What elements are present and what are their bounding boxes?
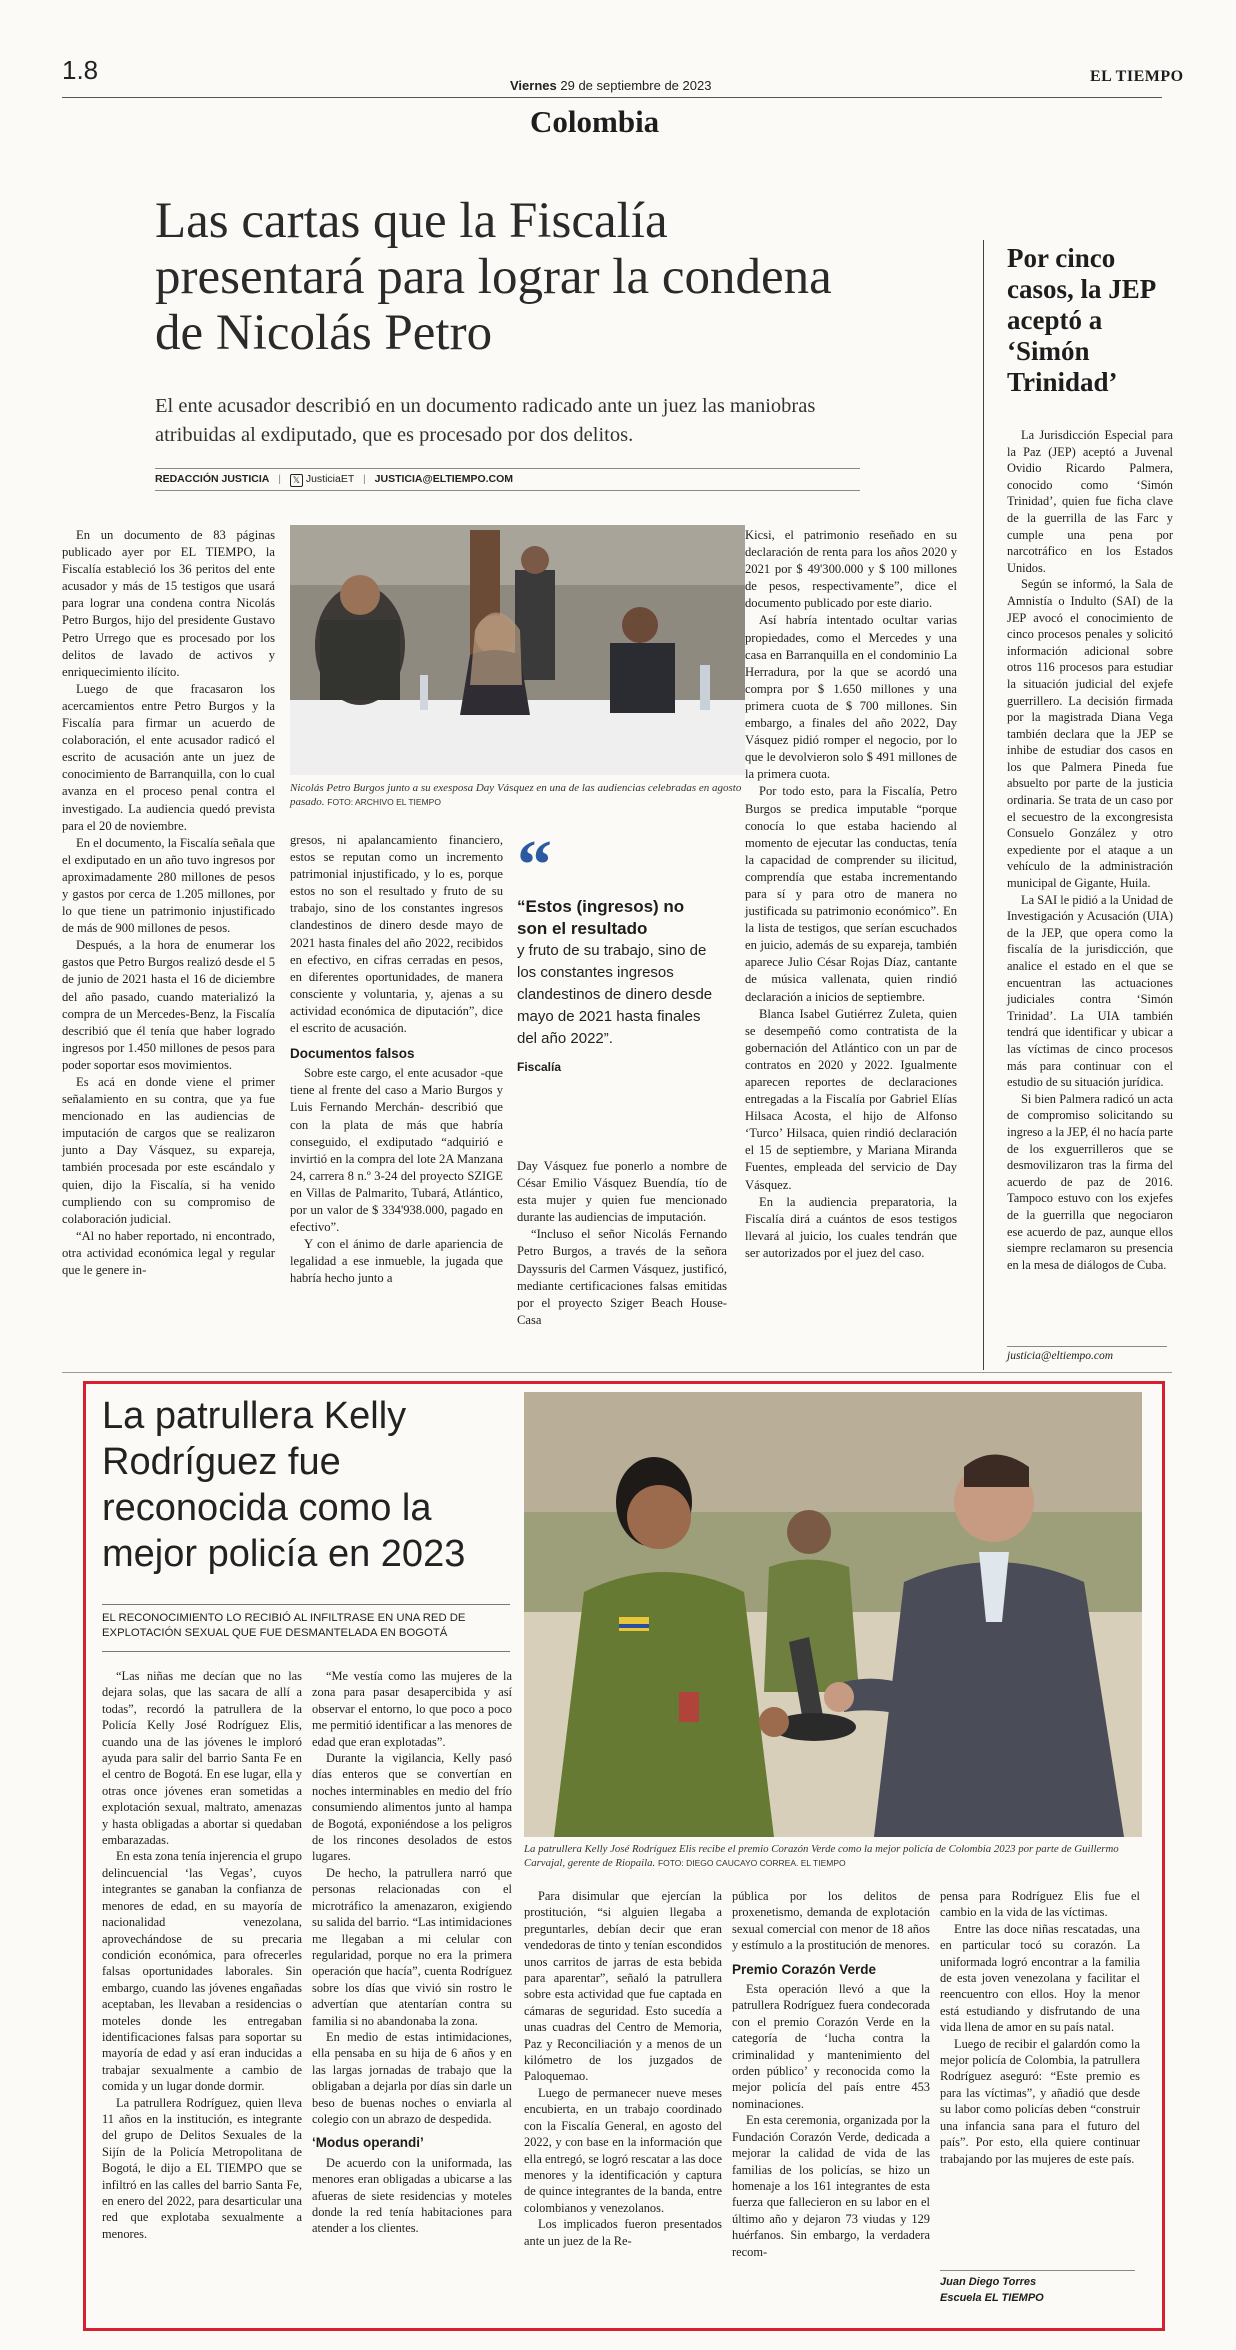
main-col1-p1: En un documento de 83 páginas publicado ayer por EL TIEMPO, la Fiscalía estableció los 36 peritos del ente acusador y más de 15 testigos que usará para lograr una condena contra Nicolás Petro Burgos, hijo del presidente Gustavo Petro Urrego que es procesado por los delitos de lavado de activos y enriquecimiento ilícito. <box>62 528 275 679</box>
second-kicker: EL RECONOCIMIENTO LO RECIBIÓ AL INFILTRASE EN UNA RED DE EXPLOTACIÓN SEXUAL QUE FUE DESMANTELADA EN BOGOTÁ <box>102 1612 466 1639</box>
main-col2-p1: gresos, ni apalancamiento financiero, estos se reputan como un incremento patrimonial injustificado, y lo es, porque estos no son el resultado y fruto de su trabajo, sino de los constantes ingresos clandestinos de dinero desde mayo de 2021 hasta finales del año 2022, recibidos en efectivo, en cifras cerradas en pesos, en diferentes oportunidades, de manera consciente y voluntaria, y, ajenas a su actividad económica de diputación”, dice el escrito de acusación. <box>290 833 503 1036</box>
author-rule <box>940 2270 1135 2271</box>
issue-date <box>510 78 711 93</box>
section-separator <box>62 1372 1172 1373</box>
second-col2-p3: De hecho, la patrullera narró que personas relacionadas con el microtráfico la amenazaron, exigiendo su salida del barrio. “Las intimidaciones me llegaban a mi celular con regularidad, porque no era la primera operación que hacía”, cuenta Rodríguez sobre los días que vivió sin rostro le advertían que atentarían contra su familia si no abandonaba la zona. <box>312 1865 512 2028</box>
main-headline: Las cartas que la Fiscalía presentará para lograr la condena de Nicolás Petro <box>155 193 832 361</box>
second-col2-p2: Durante la vigilancia, Kelly pasó días enteros que se convertían en noches interminables en medio del frío consumiendo alimentos junto al hampa de Bogotá, exponiéndose a los peligros de los rincones desolados de estos lugares. <box>312 1751 512 1864</box>
main-col3-p2: “Incluso el señor Nicolás Fernando Petro Burgos, a través de la señora Dayssuris del Carmen Vásquez, justificó, mediante certificaciones falsas emitidas por el proyecto Szigет Beach House-Casa <box>517 1227 727 1327</box>
main-col1-p6: “Al no haber reportado, ni encontrado, otra actividad económica legal y regular que le genere in- <box>62 1228 275 1278</box>
section-title: Colombia <box>530 104 660 139</box>
date-day: Viernes <box>510 78 557 93</box>
second-article-col-3 <box>524 1888 722 2249</box>
side-p1: La Jurisdicción Especial para la Paz (JEP) aceptó a Juvenal Ovidio Ricardo Palmera, conocido como ‘Simón Trinidad’, quien fue ficha clave de la guerrilla de las Farc y cumple una pena por narcotráfico en los Estados Unidos. <box>1007 428 1173 575</box>
courtroom-photo-illustration <box>290 525 745 775</box>
side-p4: Si bien Palmera radicó un acta de compromiso solicitando su ingreso a la JEP, él no hacía parte de los exguerrilleros que se desmovilizaron tras la firma del acuerdo de paz de 2016. Tampoco estuvo con los exjefes de la guerrilla que negociaron ese acuerdo de paz, aunque ellos siempre reclamaron su presencia en la mesa de diálogos de Cuba. <box>1007 1091 1173 1272</box>
page-number: 1.8 <box>62 55 99 85</box>
main-col2-p3: Y con el ánimo de darle apariencia de legalidad a ese inmueble, la jugada que habría hecho junto a <box>290 1237 503 1286</box>
main-photo-credit: FOTO: ARCHIVO EL TIEMPO <box>327 797 441 807</box>
main-lead: El ente acusador describió en un documento radicado ante un juez las maniobras atribuidas al exdiputado, que es procesado por dos delitos. <box>155 395 816 446</box>
second-col4-p3: En esta ceremonia, organizada por la Fundación Corazón Verde, dedicada a mejorar la calidad de vida de las familias de los policías, se hizo un homenaje a los 161 integrantes de esta fuerza que fallecieron en su labor en el último año y dejaron 73 viudas y 129 huérfanos. Sin embargo, la verdadera recom- <box>732 2113 930 2259</box>
side-article-body <box>1007 427 1173 1273</box>
second-col4-p1: pública por los delitos de proxenetismo, demanda de explotación sexual comercial con menor de 18 años y estímulo a la prostitución de menores. <box>732 1889 930 1953</box>
second-subhead-modus: ‘Modus operandi’ <box>312 2135 424 2151</box>
main-col1-p4: Después, a la hora de enumerar los gastos que Petro Burgos realizó desde el 5 de junio de 2021 hasta el 16 de diciembre del año pasado, cuando materializó la compra de un Mercedes-Benz, la Fiscalía describió que él tenía que haber logrado ingresos por 1.450 millones de pesos para poder soportar esos movimientos. <box>62 938 275 1072</box>
second-author-org: Escuela EL TIEMPO <box>940 2292 1044 2304</box>
award-photo-caption-text: La patrullera Kelly José Rodríguez Elis recibe el premio Corazón Verde como la mejor policía de Colombia 2023 por parte de Guillermo Carvajal, gerente de Riopaila. <box>524 1843 1119 1869</box>
main-article-col-3 <box>517 1158 727 1329</box>
second-col3-p3: Los implicados fueron presentados ante un juez de la Re- <box>524 2217 722 2248</box>
award-photo-caption <box>524 1842 1144 1870</box>
second-col1-p2: En esta zona tenía injerencia el grupo delincuencial ‘las Vegas’, cuyos integrantes se ganaban la confianza de menores de edad, en su mayoría de nacionalidad venezolana, aprovechándose de su precaria condición económica, para ofrecerles falsas oportunidades laborales. Sin embargo, cuando las jóvenes engañadas aceptaban, les llevaban a residencias o moteles donde les entregaban identificaciones falsas para soportar su mayoría de edad y así eran inducidas a trabajar sexualmente a cambio de comida y un lugar donde dormir. <box>102 1849 302 2094</box>
main-col4-p5: En la audiencia preparatoria, la Fiscalía dirá a cuántos de esos testigos llevará al juicio, los cuales tendrán que ser autorizados por el juez del caso. <box>745 1194 957 1260</box>
main-col2-p2: Sobre este cargo, el ente acusador -que tiene al frente del caso a Mario Burgos y Luis Fernando Merchán- describió que con la plata de más que habría conseguido, el exdiputado “adquirió e invirtió en la compra del lote 2A Manzana 24, carrera 8 n.º 3-24 del proyecto SZIGE en Villas de Palmarito, Tubará, Atlántico, por un valor de $ 334'938.000, pagado en efectivo”. <box>290 1066 503 1235</box>
side-p2: Según se informó, la Sala de Amnistía o Indulto (SAI) de la JEP avocó el conocimiento de cinco procesos penales y solicitó información adicional sobre otros 116 procesos para estudiar la situación judicial del exjefe guerrillero. La decisión firmada por la magistrada Diana Vega también declara que la JEP se inhibe de estudiar dos casos en los que Palmera Pineda fue absuelto por parte de la justicia ordinaria. Se trata de un caso por el secuestro de la excongresista Consuelo González y otro expediente por el ataque a un vehículo de la administración municipal de Gigante, Huila. <box>1007 577 1173 891</box>
kicker-rule-top <box>102 1604 510 1605</box>
quote-lead: “Estos (ingresos) no son el resultado <box>517 897 685 938</box>
second-col1-p1: “Las niñas me decían que no las dejara solas, que las sacara de allí a todas”, recordó la patrullera de la Policía Kelly José Rodríguez Elis, cuando una de las jóvenes le imploró ayuda para salir del barrio Santa Fe en el centro de Bogotá. En ese lugar, ella y otras once jóvenes eran sometidas a explotación sexual, maltrato, amenazas y hasta obligadas a abortar si quedaban embarazadas. <box>102 1669 302 1848</box>
side-column-rule <box>983 240 984 1370</box>
main-col4-p1: Kicsi, el patrimonio reseñado en su declaración de renta para los años 2020 y 2021 por $ 49'300.000 y $ 100 millones de pesos, respectivamente”, dice el documento publicado por este diario. <box>745 528 957 611</box>
main-col4-p3: Por todo esto, para la Fiscalía, Petro Burgos se predica imputable “porque conocía lo que estaba haciendo al momento de ejecutar las conductas, tenía la capacidad de comprender su ilicitud, comprendía que estaba incrementando para sí y para otro de manera no justificada su patrimonio económico”. En la lista de testigos, que serían escuchados en juicio, además de su expareja, también aparece Julio César Rojas Díaz, cantante de música vallenata, quien rindió declaración a inicios de septiembre. <box>745 784 957 1004</box>
main-col1-p3: En el documento, la Fiscalía señala que el exdiputado en un año tuvo ingresos por aproximadamente 280 millones de pesos y gastos por cerca de 1.205 millones, por lo que tiene un patrimonio injustificado de más de 900 millones de pesos. <box>62 835 275 936</box>
main-photo-caption <box>290 781 760 809</box>
main-col1-p5: Es acá en donde viene el primer señalamiento en su contra, que ya fue mencionado en las audiencias de imputación de cargos que se realizaron junto a Day Vásquez, su expareja, también procesada por este escándalo y quien, dijo la Fiscalía, si ha venido cumpliendo con su compromiso de colaboración judicial. <box>62 1075 275 1226</box>
main-col4-p2: Así habría intentado ocultar varias propiedades, como el Mercedes y una casa en Barranquilla en el condominio La Herradura, por la que se acordó una compra por $ 1.650 millones y una primera cuota de $ 700 millones. Sin embargo, a finales del año 2022, Day Vásquez pidió romper el negocio, por lo que le devolvieron solo $ 491 millones de la primera cuota. <box>745 613 957 782</box>
main-photo <box>290 525 745 775</box>
second-col3-p2: Luego de permanecer nueve meses encubierta, en un trabajo coordinado con la Fiscalía General, en agosto del 2022, y con base en la información que ella entregó, se logró rescatar a las doce menores y la identificación y captura de quince integrantes de la banda, entre colombianos y venezolanos. <box>524 2085 722 2215</box>
second-col2-p1: “Me vestía como las mujeres de la zona para pasar desapercibida y así observar el entorno, lo que poco a poco me permitió identificar a las menores de edad que eran explotadas”. <box>312 1669 512 1749</box>
pull-quote <box>517 827 717 1074</box>
award-photo <box>524 1392 1142 1837</box>
byline-author: REDACCIÓN JUSTICIA <box>155 473 270 485</box>
second-col2-p4: En medio de estas intimidaciones, ella pensaba en su hija de 6 años y en las largas jornadas de trabajo que la obligaban a dejarla por días sin darle un beso de buenas noches o enviarla al colegio con un abrazo de despedida. <box>312 2029 512 2126</box>
second-col2-p5: De acuerdo con la uniformada, las menores eran obligadas a ubicarse a las afueras de siete residencias y moteles donde la red tenía habitaciones para atender a los clientes. <box>312 2155 512 2236</box>
main-article-col-2 <box>290 832 503 1287</box>
byline-rule-top <box>155 468 860 469</box>
award-photo-credit: FOTO: DIEGO CAUCAYO CORREA. EL TIEMPO <box>657 1858 846 1868</box>
x-icon: 𝕏 <box>290 474 303 487</box>
second-col1-p3: La patrullera Rodríguez, quien lleva 11 años en la institución, es integrante del grupo de Delitos Sexuales de la Sijín de la Policía Metropolitana de Bogotá, le dijo a EL TIEMPO que se infiltró en las calles del barrio Santa Fe, en enero del 2022, para desarticular una red que explotaba sexualmente a menores. <box>102 2095 302 2241</box>
side-p3: La SAI le pidió a la Unidad de Investigación y Acusación (UIA) de la JEP, que opera como la fiscalía de la jurisdicción, que analice el estado en el que se encuentran las actuaciones judiciales contra ‘Simón Trinidad’. La UIA también tendrá que identificar y ubicar a las víctimas de cinco procesos más para continuar con el estudio de su situación jurídica. <box>1007 892 1173 1090</box>
main-photo-caption-text: Nicolás Petro Burgos junto a su exesposa Day Vásquez en una de las audiencias celebradas en agosto pasado. <box>290 782 742 808</box>
side-email-rule <box>1007 1346 1167 1347</box>
award-ceremony-illustration <box>524 1392 1142 1837</box>
header-rule <box>62 97 1162 98</box>
kicker-rule-bottom <box>102 1651 510 1652</box>
side-headline: Por cinco casos, la JEP aceptó a ‘Simón Trinidad’ <box>1007 243 1155 397</box>
main-article-col-1 <box>62 527 275 1279</box>
second-article-col-1 <box>102 1668 302 2242</box>
main-col1-p2: Luego de que fracasaron los acercamientos entre Petro Burgos y la Fiscalía para firmar un acuerdo de colaboración, el ente acusador radicó el escrito de acusación ante un juez de conocimiento de Barranquilla, con lo cual avanza en el proceso penal contra el investigado. La audiencia quedó prevista para el 20 de noviembre. <box>62 681 275 833</box>
second-article-col-2 <box>312 1668 512 2237</box>
second-col3-p1: Para disimular que ejercían la prostitución, “si alguien llegaba a preguntarles, debían decir que eran vendedoras de tinto y tenían escondidos unos carritos de jarras de esta bebida para aparentar”, señaló la patrullera sobre esta actividad que fue captada en cámaras de seguridad. Esto sucedía a unas cuadras del Centro de Memoria, Paz y Reconciliación y a menos de un kilómetro de los juzgados de Paloquemao. <box>524 1889 722 2084</box>
byline-rule-bottom <box>155 490 860 491</box>
byline: REDACCIÓN JUSTICIA | 𝕏 JusticiaET | JUSTICIA@ELTIEMPO.COM <box>155 473 514 485</box>
quote-mark-icon: “ <box>517 827 552 904</box>
byline-social[interactable]: JusticiaET <box>305 473 355 485</box>
second-article-col-5 <box>940 1888 1140 2167</box>
byline-email[interactable]: JUSTICIA@ELTIEMPO.COM <box>374 473 514 485</box>
second-subhead-premio: Premio Corazón Verde <box>732 1961 877 1977</box>
main-article-col-4 <box>745 527 957 1262</box>
newspaper-name: EL TIEMPO <box>1090 68 1184 85</box>
main-col4-p4: Blanca Isabel Gutiérrez Zuleta, quien se desempeñó como contratista de la gobernación del Atlántico con un par de contratos en 2020 y 2022. Igualmente aparecen reportes de declaraciones entregadas a la Fiscalía por Gabriel Elías Hilsaca Acosta, el hijo de Alfonso ‘Turco’ Hilsaca, quien rindió declaración el 15 de septiembre, y Mariana Miranda Fuentes, empleada del servicio de Day Vásquez. <box>745 1006 957 1192</box>
main-subhead-documentos: Documentos falsos <box>290 1046 415 1062</box>
main-col3-p1: Day Vásquez fue ponerlo a nombre de César Emilio Vásquez Buendía, tío de esta mujer y quien fue mencionado durante las audiencias de imputación. <box>517 1159 727 1225</box>
side-email[interactable]: justicia@eltiempo.com <box>1007 1350 1114 1362</box>
quote-source: Fiscalía <box>517 1060 562 1074</box>
quote-rest: y fruto de su trabajo, sino de los constantes ingresos clandestinos de dinero desde mayo de 2021 hasta finales del año 2022”. <box>517 942 713 1047</box>
second-col5-p3: Luego de recibir el galardón como la mejor policía de Colombia, la patrullera Rodríguez aseguró: “Este premio es para las víctimas”, y añadió que desde su labor como policías deben “construir una infancia sana para el futuro del país”. Por esto, ella quiere continuar trabajando por las mujeres de este país. <box>940 2036 1140 2166</box>
second-headline: La patrullera Kelly Rodríguez fue reconocida como la mejor policía en 2023 <box>102 1395 466 1575</box>
second-col5-p2: Entre las doce niñas rescatadas, una en particular tocó su corazón. La uniformada logró encontrar a la familia de esta joven venezolana y facilitar el reencuentro con ellos. Hoy la menor está estudiando y disfrutando de una vida llena de amor en su país natal. <box>940 1921 1140 2035</box>
second-author: Juan Diego Torres <box>940 2276 1037 2288</box>
date-rest: 29 de septiembre de 2023 <box>560 78 712 93</box>
second-article-col-4 <box>732 1888 930 2260</box>
second-col4-p2: Esta operación llevó a que la patrullera Rodríguez fuera condecorada con el premio Corazón Verde en la categoría de ‘lucha contra la criminalidad y mantenimiento del orden público’ y reconocida como la mejor policía del país entre 453 nominaciones. <box>732 1982 930 2111</box>
second-col5-p1: pensa para Rodríguez Elis fue el cambio en la vida de las víctimas. <box>940 1889 1140 1920</box>
